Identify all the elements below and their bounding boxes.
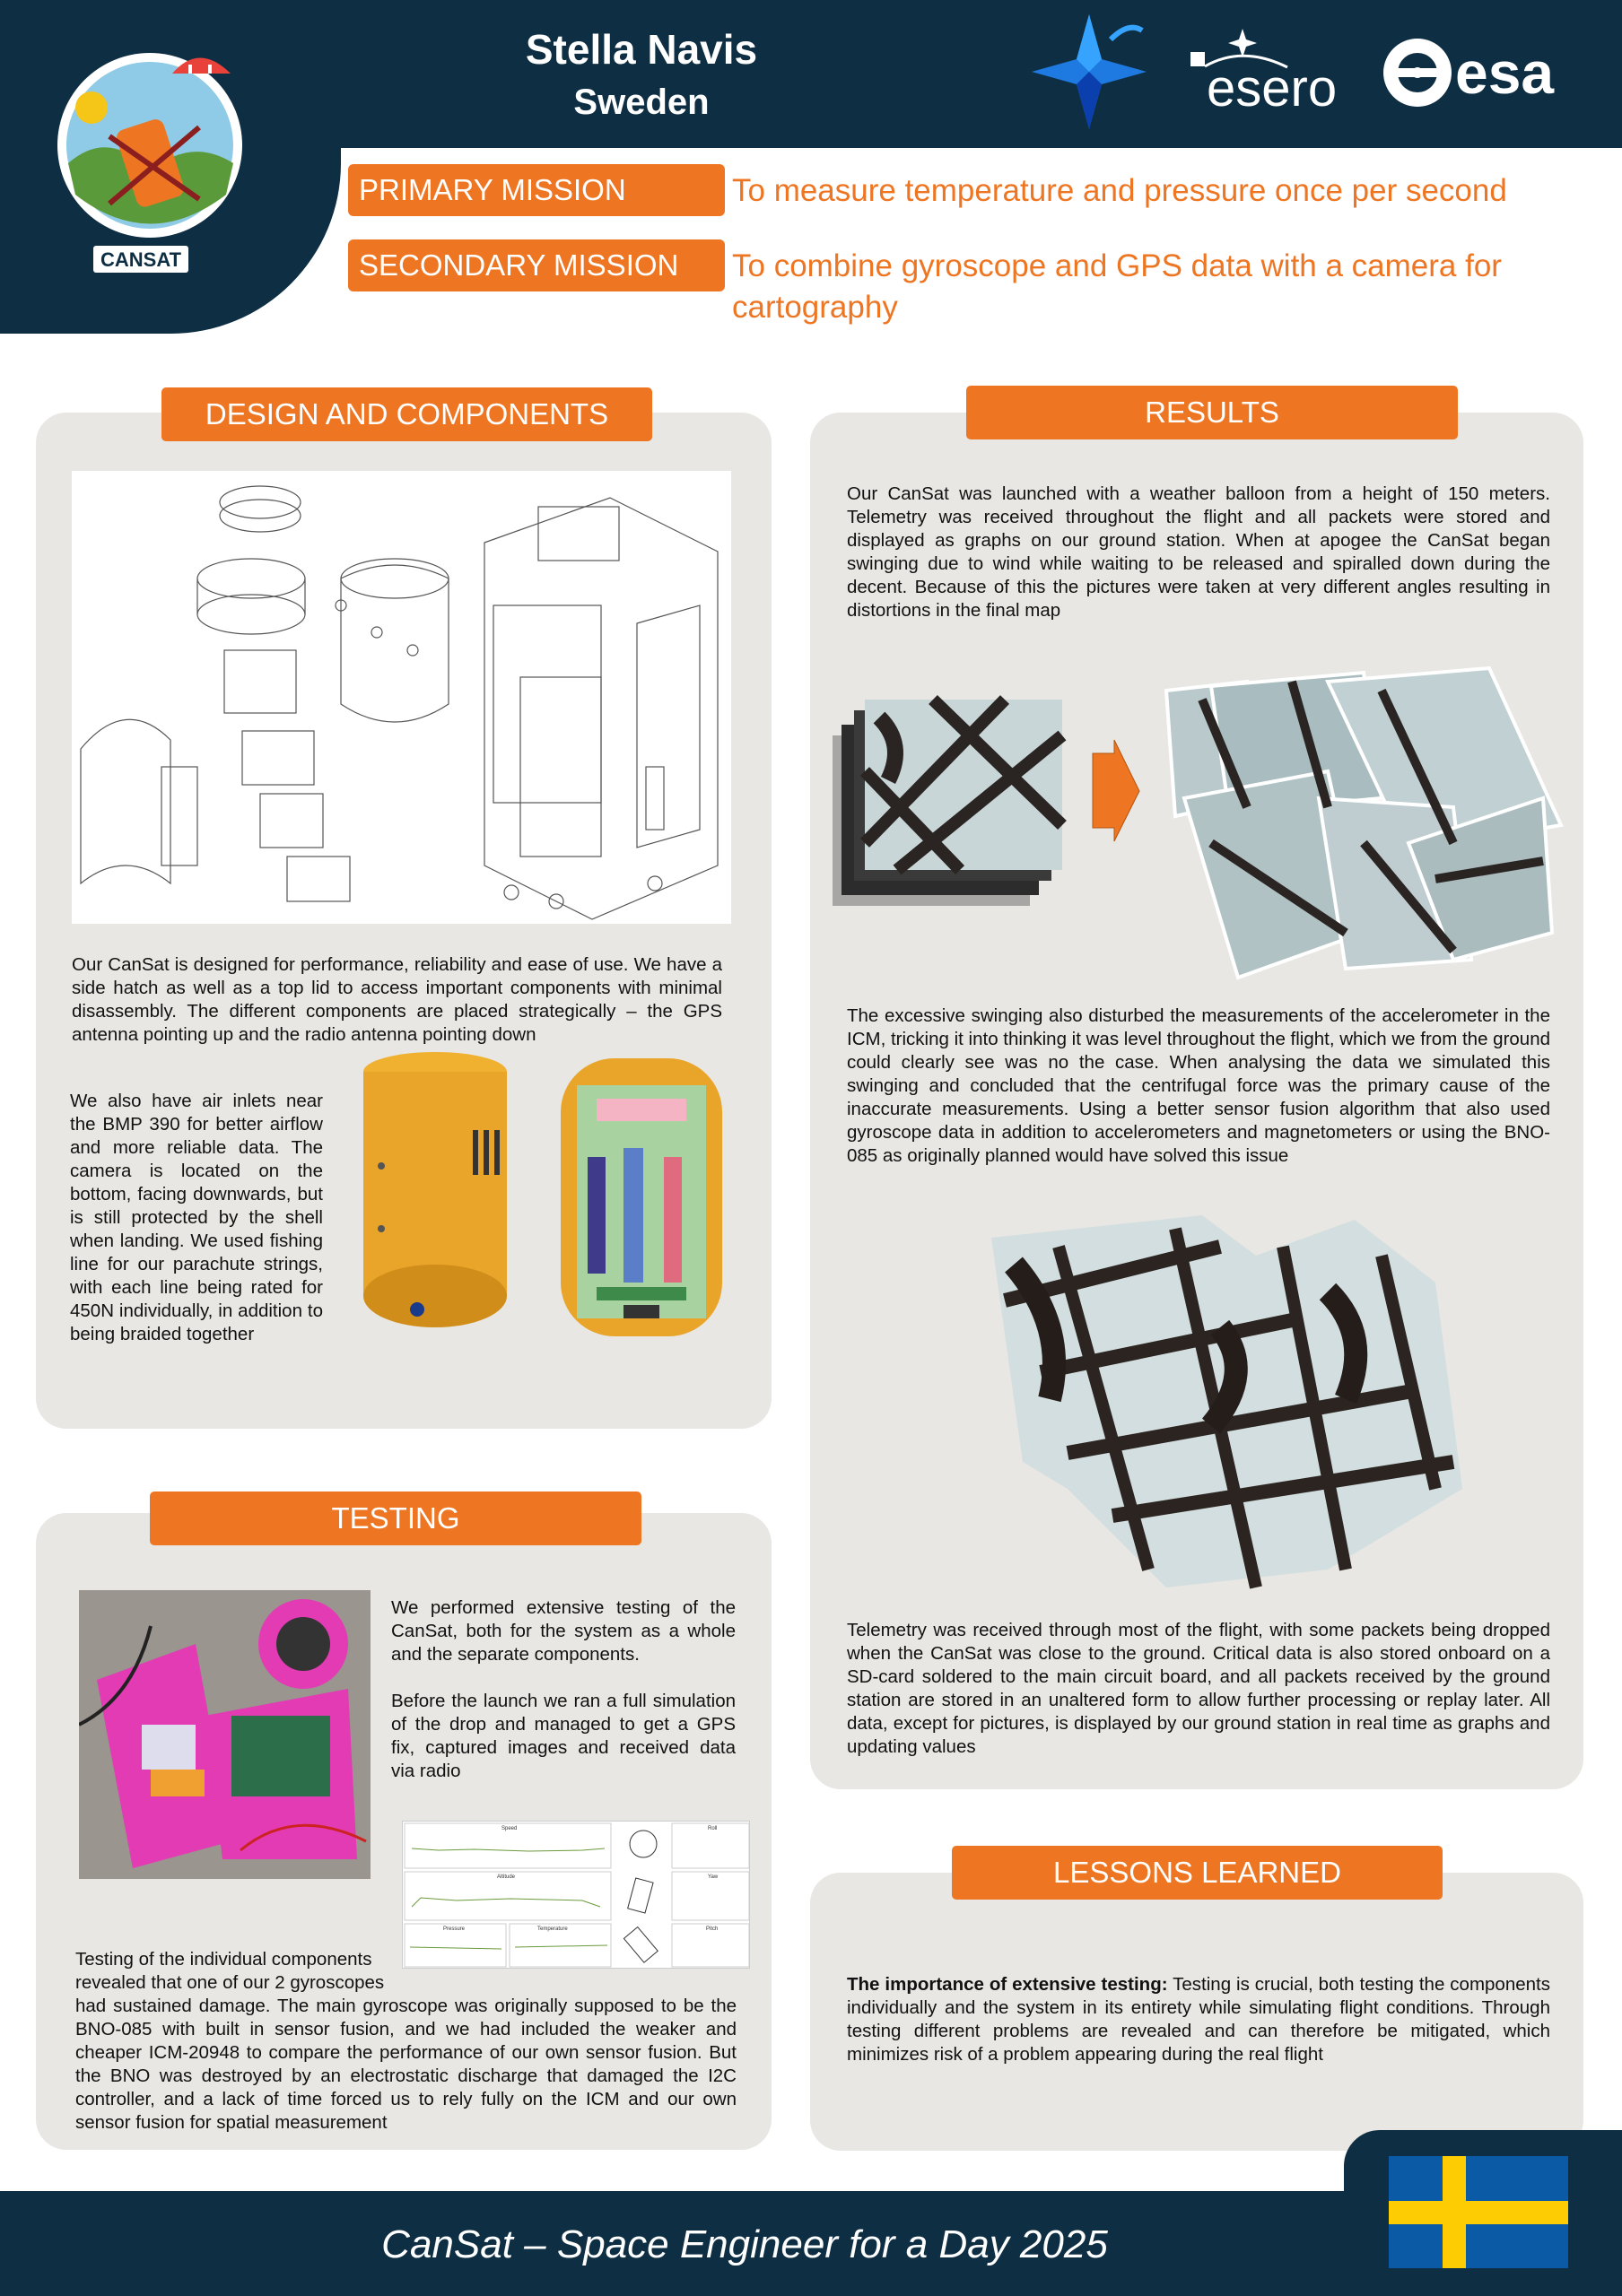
stitched-map-image [987, 1193, 1471, 1596]
esero-logo [1189, 27, 1359, 117]
testing-paragraph-1: We performed extensive testing of the CanSat, both for the system as a whole and the separate components. [391, 1597, 736, 1665]
testing-paragraph-3b: had sustained damage. The main gyroscope was originally supposed to be the BNO-085 with built in sensor fusion, and we had included the weaker and cheaper ICM-20948 to compare the performance of our own sensor fusion. But the BNO was destroyed by an electrostatic discharge that damaged the I2C controller, and a lack of time forced us to rely fully on the ICM and our own sensor fusion for spatial measurement [75, 1996, 737, 2133]
gs-altitude-label: Altitude [497, 1874, 516, 1880]
design-paragraph-1: Our CanSat is designed for performance, reliability and ease of use. We have a side hatch as well as a top lid to access important components with minimal disassembly. The different components are placed strategically – the GPS antenna pointing up and the radio antenna pointing down [72, 954, 722, 1045]
team-name: Stella Navis [525, 26, 758, 73]
cansat-logo [56, 38, 253, 280]
design-paragraph-2: We also have air inlets near the BMP 390 for better airflow and more reliable data. The camera is located on the bottom, facing downwards, but is still protected by the shell when landing. We used fishing line for our parachute strings, with each line being rated for 450N individually, in addition to being braided together [70, 1091, 323, 1344]
lessons-heading: LESSONS LEARNED [952, 1846, 1443, 1900]
testing-photo [79, 1590, 371, 1879]
gs-temperature-label: Temperature [537, 1926, 568, 1932]
testing-paragraph-3a: Testing of the individual components revealed that one of our 2 gyroscopes [75, 1949, 385, 1993]
testing-paragraph-2: Before the launch we ran a full simulation of the drop and managed to get a GPS fix, captured images and received data via radio [391, 1691, 736, 1781]
gs-pressure-label: Pressure [443, 1926, 466, 1932]
results-heading: RESULTS [966, 386, 1458, 439]
esa-logo [1382, 34, 1570, 111]
aerial-images-diagram [825, 664, 1570, 996]
star-logo [1030, 13, 1148, 131]
gs-roll-label: Roll [708, 1826, 718, 1831]
lessons-paragraph [847, 1973, 1550, 2066]
secondary-mission-text: To combine gyroscope and GPS data with a camera for cartography [732, 248, 1502, 325]
lessons-text: Testing is crucial, both testing the components individually and the system in its entirety while simulating flight conditions. Through testing different problems are revealed and can therefore be mitigated, which minimizes risk of a problem appearing during the real flight [847, 1974, 1550, 2065]
ground-station-screenshot [402, 1821, 750, 1969]
gs-speed-label: Speed [501, 1826, 518, 1831]
cansat-render-images [354, 1049, 731, 1345]
secondary-mission-label: SECONDARY MISSION [348, 239, 725, 291]
cansat-logo-text: CANSAT [100, 248, 182, 271]
results-paragraph-1: Our CanSat was launched with a weather balloon from a height of 150 meters. Telemetry was received throughout the flight and all packets were stored and displayed as graphs on our ground station. When at apogee the CanSat began swinging due to wind while waiting to be released and spiralled down during the decent. Because of this the pictures were taken at very different angles resulting in distortions in the final map [847, 483, 1550, 621]
primary-mission-text: To measure temperature and pressure once per second [732, 173, 1507, 208]
gs-yaw-label: Yaw [708, 1874, 719, 1880]
testing-heading: TESTING [150, 1492, 641, 1545]
lessons-bold: The importance of extensive testing: [847, 1974, 1168, 1995]
exploded-view-drawing [72, 471, 731, 924]
esa-logo-text: esa [1455, 39, 1555, 106]
primary-mission-label: PRIMARY MISSION [348, 164, 725, 216]
footer-text: CanSat – Space Engineer for a Day 2025 [381, 2222, 1108, 2266]
esero-logo-text: esero [1207, 59, 1338, 117]
results-paragraph-2: The excessive swinging also disturbed the measurements of the accelerometer in the ICM, tricking it into thinking it was level throughout the flight, which we from the ground could clearly see was no the case. When analysing the data we simulated this swinging and concluded that the centrifugal force was the primary cause of the inaccurate measurements. Using a better sensor fusion algorithm that also used gyroscope data in addition to accelerometers and magnetometers or using the BNO-085 as originally planned would have solved this issue [847, 1005, 1550, 1166]
design-heading: DESIGN AND COMPONENTS [161, 387, 652, 441]
gs-pitch-label: Pitch [706, 1926, 719, 1932]
results-paragraph-3: Telemetry was received through most of the flight, with some packets being dropped when the CanSat was close to the ground. Critical data is also stored onboard on a SD-card soldered to the main circuit board, and all packets received by the ground station are stored in an unaltered form to allow further processing or replay later. All data, except for pictures, is displayed by our ground station in real time as graphs and updating values [847, 1620, 1550, 1757]
team-country: Sweden [573, 83, 710, 122]
sweden-flag [1389, 2156, 1568, 2268]
